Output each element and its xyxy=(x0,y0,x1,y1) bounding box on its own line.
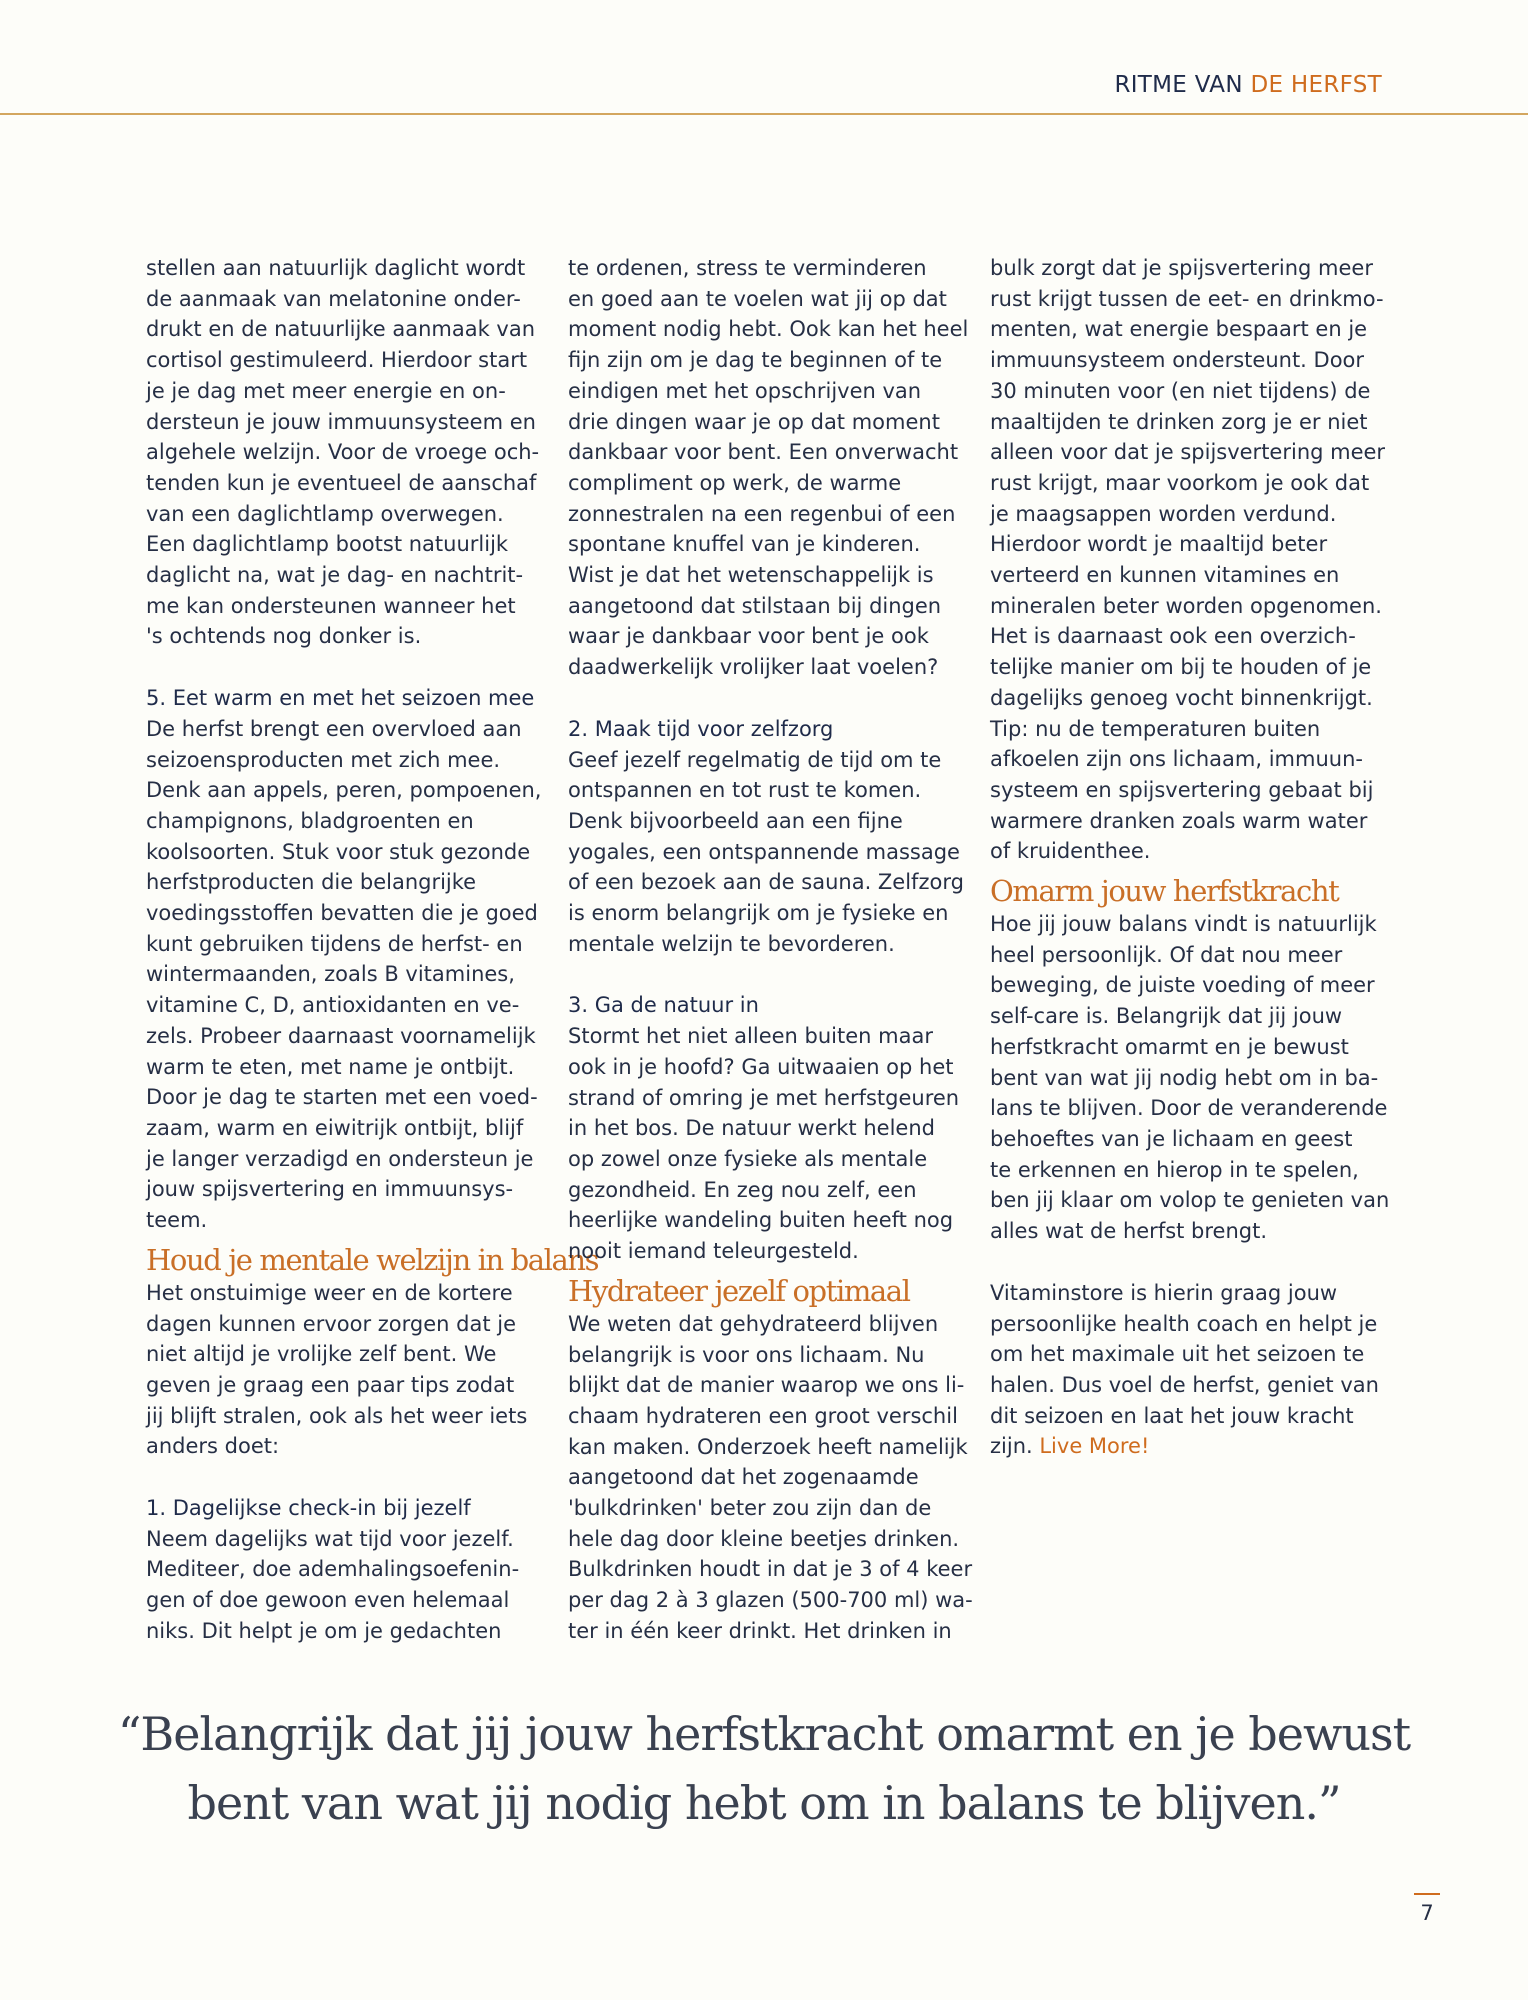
page-number: 7 xyxy=(1414,1893,1440,1924)
tip-3-text: Stormt het niet alleen buiten maar ook in je hoofd? Ga uitwaaien op het strand of omring je met herfstgeuren in het bos. De natuur werkt helend op zowel onze fysieke als mentale gezondheid. En zeg nou zelf, een heerlijke wandeling buiten heeft nog nooit iemand teleurgesteld. xyxy=(568,1024,960,1264)
col2-paragraph-continued: te ordenen, stress te verminderen en goed aan te voelen wat jij op dat moment nodig hebt. Ook kan het heel fijn zijn om je dag te beginnen of te eindigen met het opschrijven van drie dingen waar je op dat moment dankbaar voor bent. Een onverwacht compliment op werk, de warme zonnestralen na een regenbui of een spontane knuffel van je kinderen. Wist je dat het wetenschappelijk is aangetoond dat stilstaan bij dingen waar je dankbaar voor bent je ook daadwerkelijk vrolijker laat voelen? xyxy=(568,256,969,680)
section-title-hydrate: Hydrateer jezelf optimaal xyxy=(568,1273,910,1308)
column-2 xyxy=(568,253,988,1647)
section-title-embrace: Omarm jouw herfstkracht xyxy=(990,874,1339,909)
tip-5-heading: 5. Eet warm en met het seizoen mee xyxy=(146,686,535,711)
column-3 xyxy=(990,253,1410,1462)
tip-2-heading: 2. Maak tijd voor zelfzorg xyxy=(568,716,834,741)
col3-paragraph-continued: bulk zorgt dat je spijsvertering meer rust krijgt tussen de eet- en drinkmo- menten, wat energie bespaart en je immuunsysteem ondersteunt. Door 30 minuten voor (en niet tijdens) de maaltijden te drinken zorg je er niet alleen voor dat je spijsvertering meer rust krijgt, maar voorkom je ook dat je maagsappen worden verdund. Hierdoor wordt je maaltijd beter verteerd en kunnen vitamines en mineralen beter worden opgenomen. Het is daarnaast ook een overzich- telijke manier om bij te houden of je dagelijks genoeg vocht binnenkrijgt. Tip: nu de temperaturen buiten afkoelen zijn ons lichaam, immuun- systeem en spijsvertering gebaat bij warmere dranken zoals warm water of kruidenthee. xyxy=(990,256,1386,864)
col1-paragraph-intro: stellen aan natuurlijk daglicht wordt de aanmaak van melatonine onder- drukt en de natuurlijke aanmaak van cortisol gestimuleerd. Hierdoor start je je dag met meer energie en on- dersteun je jouw immuunsysteem en algehele welzijn. Voor de vroege och- tenden kun je eventueel de aanschaf van een daglichtlamp overwegen. Een daglichtlamp bootst natuurlijk daglicht na, wat je dag- en nachtrit- me kan ondersteunen wanneer het 's ochtends nog donker is. xyxy=(146,256,540,649)
pull-quote xyxy=(0,1700,1528,1838)
running-title xyxy=(1114,74,1382,97)
tip-2-text: Geef jezelf regelmatig de tijd om te ontspannen en tot rust te komen. Denk bijvoorbeeld aan een fijne yogales, een ontspannende massage of een bezoek aan de sauna. Zelfzorg is enorm belangrijk om je fysieke en mentale welzijn te bevorderen. xyxy=(568,747,964,956)
mental-intro-text: Het onstuimige weer en de kortere dagen kunnen ervoor zorgen dat je niet altijd je vrolijke zelf bent. We geven je graag een paar tips zodat jij blijft stralen, ook als het weer iets anders doet: xyxy=(146,1280,528,1459)
pull-quote-line-2: bent van wat jij nodig hebt om in balans te blijven.” xyxy=(187,1776,1341,1830)
closing-text-body: Vitaminstore is hierin graag jouw persoonlijke health coach en helpt je om het maximale uit het seizoen te halen. Dus voel de herfst, geniet van dit seizoen en laat het jouw kracht zijn. xyxy=(990,1280,1379,1459)
tip-1-heading: 1. Dagelijkse check-in bij jezelf xyxy=(146,1496,471,1521)
closing-text xyxy=(990,1278,1410,1462)
live-more-tagline: Live More! xyxy=(1039,1434,1150,1459)
pull-quote-line-1: “Belangrijk dat jij jouw herfstkracht omarmt en je bewust xyxy=(117,1707,1411,1761)
section-title-mental: Houd je mentale welzijn in balans xyxy=(146,1242,599,1277)
page-header xyxy=(0,0,1528,115)
hydrate-text: We weten dat gehydrateerd blijven belangrijk is voor ons lichaam. Nu blijkt dat de manier waarop we ons li- chaam hydrateren een groot verschil kan maken. Onderzoek heeft namelijk aangetoond dat het zogenaamde 'bulkdrinken' beter zou zijn dan de hele dag door kleine beetjes drinken. Bulkdrinken houdt in dat je 3 of 4 keer per dag 2 à 3 glazen (500-700 ml) wa- ter in één keer drinkt. Het drinken in xyxy=(568,1311,973,1643)
embrace-text: Hoe jij jouw balans vindt is natuurlijk heel persoonlijk. Of dat nou meer beweging, de juiste voeding of meer self-care is. Belangrijk dat jij jouw herfstkracht omarmt en je bewust bent van wat jij nodig hebt om in ba- lans te blijven. Door de veranderende behoeftes van je lichaam en geest te erkennen en hierop in te spelen, ben jij klaar om volop te genieten van alles wat de herfst brengt. xyxy=(990,912,1390,1244)
column-1 xyxy=(146,253,599,1647)
tip-5-text: De herfst brengt een overvloed aan seizoensproducten met zich mee. Denk aan appels, peren, pompoenen, champignons, bladgroenten en koolsoorten. Stuk voor stuk gezonde herfstproducten die belangrijke voedingsstoffen bevatten die je goed kunt gebruiken tijdens de herfst- en wintermaanden, zoals B vitamines, vitamine C, D, antioxidanten en ve- zels. Probeer daarnaast voornamelijk warm te eten, met name je ontbijt. Door je dag te starten met een voed- zaam, warm en eiwitrijk ontbijt, blijf je langer verzadigd en ondersteun je jouw spijsvertering en immuunsys- teem. xyxy=(146,716,542,1233)
running-title-part1: RITME VAN xyxy=(1114,72,1251,98)
tip-3-heading: 3. Ga de natuur in xyxy=(568,993,759,1018)
tip-1-text: Neem dagelijks wat tijd voor jezelf. Mediteer, doe ademhalingsoefenin- gen of doe gewoon even helemaal niks. Dit helpt je om je gedachten xyxy=(146,1526,520,1643)
running-title-part2: DE HERFST xyxy=(1250,72,1382,98)
